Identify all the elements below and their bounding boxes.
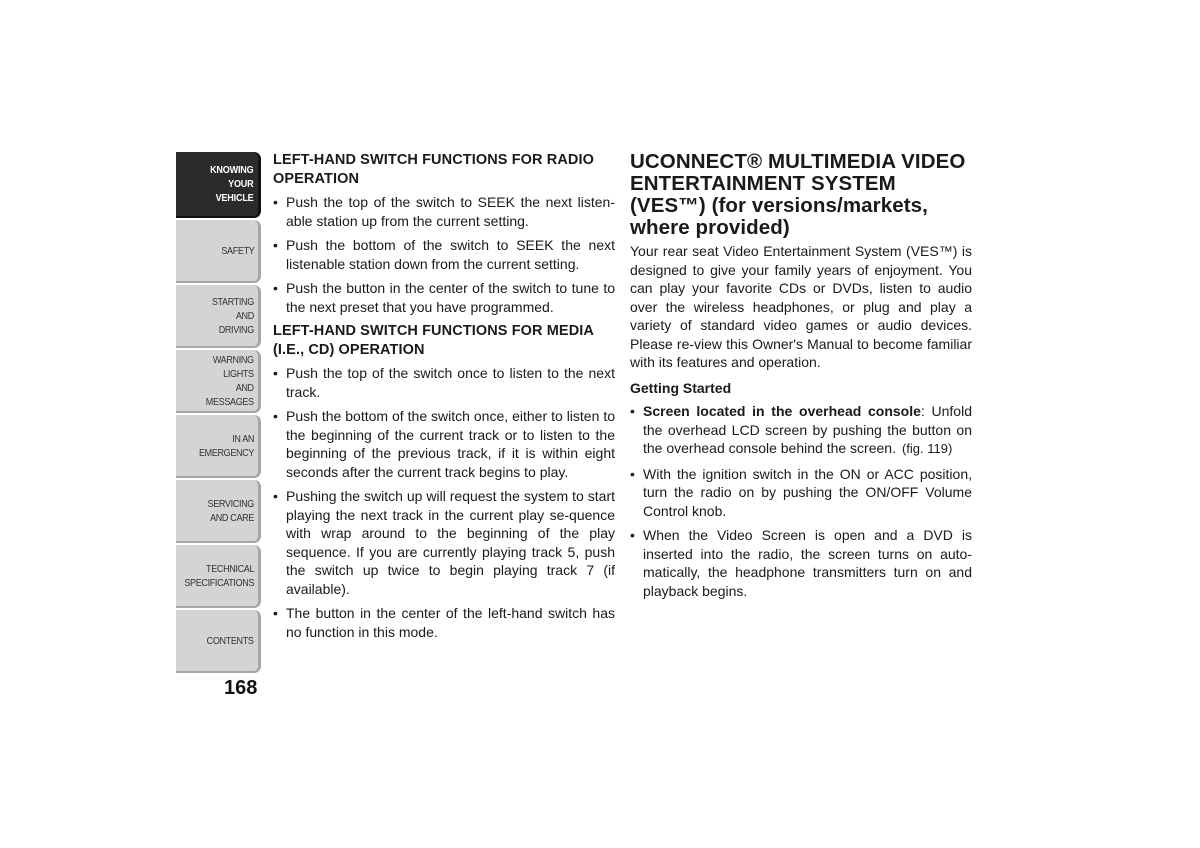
tab-label: SERVICING AND CARE [207, 497, 254, 524]
list-item: • Pushing the switch up will request the system to start playing the next track in the current play se-quence with wrap around to the beginning of the play sequence. If you are currently playing track 5, push the switch up twice to begin playing track 7 (if available). [273, 487, 615, 598]
list-item: • The button in the center of the left-hand switch has no function in this mode. [273, 604, 615, 641]
tab-warning-lights-and-messages[interactable] [176, 350, 261, 413]
tab-knowing-your-vehicle[interactable] [176, 152, 261, 218]
list-item: • Push the bottom of the switch once, either to listen to the beginning of the current track or to listen to the beginning of the previous track, if it is within eight seconds after the current track begins to play. [273, 407, 615, 481]
list-item: • Push the top of the switch to SEEK the next listen-able station up from the current setting. [273, 193, 615, 230]
list-item: • Push the bottom of the switch to SEEK the next listenable station down from the current setting. [273, 236, 615, 273]
right-column [630, 151, 972, 606]
radio-switch-heading: LEFT-HAND SWITCH FUNCTIONS FOR RADIO OPERATION [273, 152, 594, 187]
list-item [630, 402, 972, 459]
list-item: • When the Video Screen is open and a DVD is inserted into the radio, the screen turns on auto-matically, the headphone transmitters turn on and playback begins. [630, 526, 972, 600]
tab-label: TECHNICAL SPECIFICATIONS [184, 562, 254, 589]
item-text: : Unfold the overhead LCD screen by pushing the button on the overhead console behind the screen. [643, 403, 972, 456]
section-tabs [176, 152, 261, 675]
left-column [273, 151, 615, 647]
radio-switch-list [273, 193, 615, 316]
tab-starting-and-driving[interactable] [176, 285, 261, 348]
list-item: • Push the top of the switch once to listen to the next track. [273, 364, 615, 401]
tab-contents[interactable] [176, 610, 261, 673]
bold-term: Screen located in the overhead console [643, 403, 921, 419]
tab-label: KNOWING YOUR VEHICLE [210, 164, 254, 204]
page-number: 168 [224, 677, 258, 699]
tab-label: SAFETY [220, 244, 254, 257]
page-title: UCONNECT® MULTIMEDIA VIDEO ENTERTAINMENT SYSTEM (VES™) (for versions/markets, where provided) [630, 150, 966, 239]
figure-reference: (fig. 119) [901, 441, 953, 456]
tab-label: STARTING AND DRIVING [211, 295, 254, 336]
tab-label: WARNING LIGHTS AND MESSAGES [206, 353, 254, 408]
intro-paragraph: Your rear seat Video Entertainment System (VES™) is designed to give your family years of enjoyment. You can play your favorite CDs or DVDs, listen to audio over the wireless headphones, or plug and play a variety of standard video games or audio devices. Please re-view this Owner's Manual to become familiar with its features and operation. [630, 243, 972, 370]
tab-servicing-and-care[interactable] [176, 480, 261, 543]
media-switch-list [273, 364, 615, 641]
tab-label: IN AN EMERGENCY [198, 432, 254, 459]
tab-label: CONTENTS [207, 634, 254, 647]
getting-started-list [630, 402, 972, 600]
list-item: • With the ignition switch in the ON or ACC position, turn the radio on by pushing the ON/OFF Volume Control knob. [630, 465, 972, 521]
media-switch-heading: LEFT-HAND SWITCH FUNCTIONS FOR MEDIA (I.E., CD) OPERATION [273, 323, 594, 358]
tab-safety[interactable] [176, 220, 261, 283]
tab-in-an-emergency[interactable] [176, 415, 261, 478]
tab-technical-specifications[interactable] [176, 545, 261, 608]
getting-started-heading: Getting Started [630, 379, 732, 396]
list-item: • Push the button in the center of the switch to tune to the next preset that you have programmed. [273, 279, 615, 316]
